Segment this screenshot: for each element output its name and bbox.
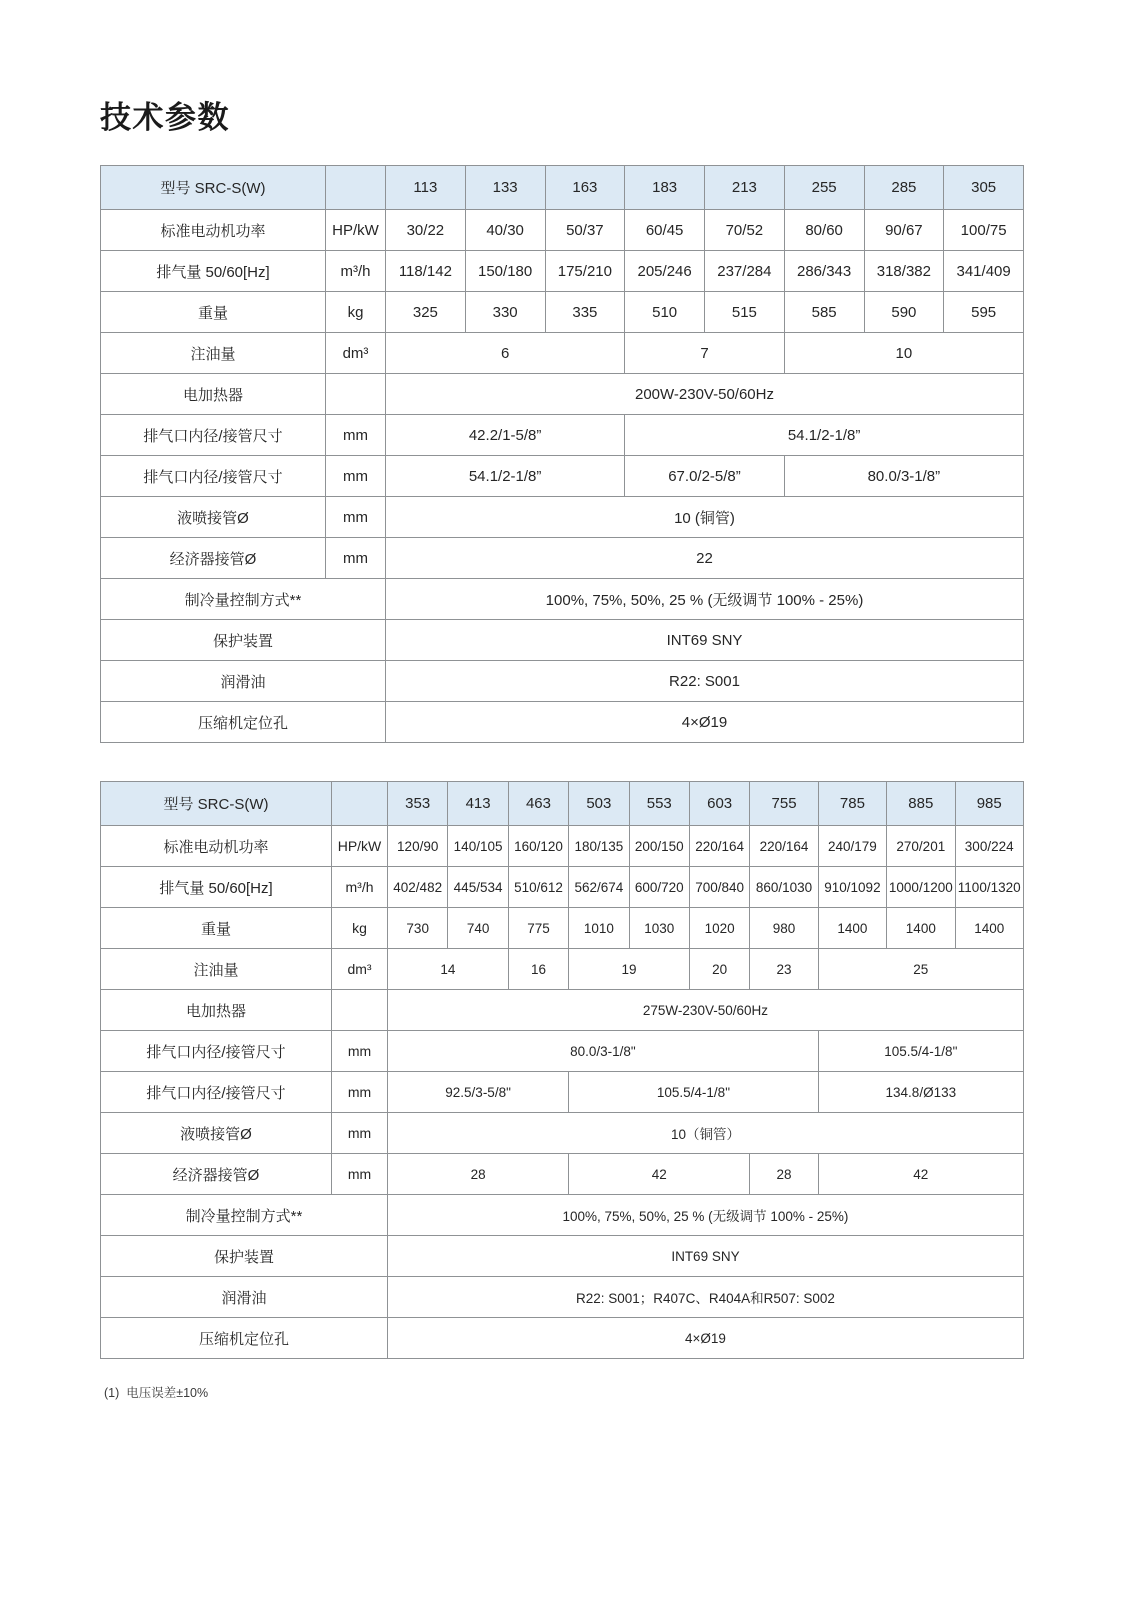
model-header-row xyxy=(101,166,1024,210)
row-label: 排气口内径/接管尺寸 xyxy=(101,415,326,456)
value-cell: 10 (铜管) xyxy=(386,497,1024,538)
table-row xyxy=(101,415,1024,456)
table-row xyxy=(101,579,1024,620)
value-cell: 775 xyxy=(508,908,568,949)
value-cell: 42.2/1-5/8” xyxy=(386,415,625,456)
model-header-unit xyxy=(332,782,388,826)
value-cell: 6 xyxy=(386,333,625,374)
value-cell: 100%, 75%, 50%, 25 % (无级调节 100% - 25%) xyxy=(386,579,1024,620)
table-row xyxy=(101,908,1024,949)
value-cell: 237/284 xyxy=(705,251,785,292)
value-cell: 105.5/4-1/8" xyxy=(569,1072,819,1113)
model-header-cell: 755 xyxy=(750,782,818,826)
spec-table-1-body xyxy=(101,166,1024,743)
value-cell: 1010 xyxy=(569,908,629,949)
value-cell: 10（铜管） xyxy=(388,1113,1024,1154)
row-label: 注油量 xyxy=(101,333,326,374)
value-cell: 445/534 xyxy=(448,867,508,908)
value-cell: 100%, 75%, 50%, 25 % (无级调节 100% - 25%) xyxy=(388,1195,1024,1236)
value-cell: 1000/1200 xyxy=(887,867,955,908)
value-cell: 23 xyxy=(750,949,818,990)
value-cell: 140/105 xyxy=(448,826,508,867)
value-cell: 910/1092 xyxy=(818,867,886,908)
row-label: 排气量 50/60[Hz] xyxy=(101,867,332,908)
value-cell: 341/409 xyxy=(944,251,1024,292)
value-cell: 585 xyxy=(784,292,864,333)
value-cell: 28 xyxy=(750,1154,818,1195)
table-row xyxy=(101,251,1024,292)
value-cell: 30/22 xyxy=(386,210,466,251)
row-label: 重量 xyxy=(101,908,332,949)
value-cell: 20 xyxy=(689,949,749,990)
value-cell: 402/482 xyxy=(388,867,448,908)
row-unit: mm xyxy=(326,538,386,579)
table-row xyxy=(101,1236,1024,1277)
row-unit: HP/kW xyxy=(326,210,386,251)
value-cell: 1100/1320 xyxy=(955,867,1023,908)
row-label: 标准电动机功率 xyxy=(101,210,326,251)
row-label: 排气口内径/接管尺寸 xyxy=(101,1072,332,1113)
value-cell: 19 xyxy=(569,949,690,990)
model-header-cell: 985 xyxy=(955,782,1023,826)
table-row xyxy=(101,292,1024,333)
model-header-cell: 163 xyxy=(545,166,625,210)
value-cell: 275W-230V-50/60Hz xyxy=(388,990,1024,1031)
value-cell: 54.1/2-1/8” xyxy=(625,415,1024,456)
table-row xyxy=(101,661,1024,702)
row-unit: m³/h xyxy=(332,867,388,908)
row-unit: mm xyxy=(332,1113,388,1154)
table-row xyxy=(101,497,1024,538)
row-label: 排气口内径/接管尺寸 xyxy=(101,456,326,497)
value-cell: 730 xyxy=(388,908,448,949)
row-unit: mm xyxy=(332,1154,388,1195)
row-unit: HP/kW xyxy=(332,826,388,867)
value-cell: 80/60 xyxy=(784,210,864,251)
row-unit: kg xyxy=(332,908,388,949)
page-title: 技术参数 xyxy=(100,100,230,135)
model-header-cell: 285 xyxy=(864,166,944,210)
value-cell: 562/674 xyxy=(569,867,629,908)
value-cell: 105.5/4-1/8" xyxy=(818,1031,1023,1072)
row-unit: dm³ xyxy=(332,949,388,990)
model-header-cell: 133 xyxy=(465,166,545,210)
row-label: 注油量 xyxy=(101,949,332,990)
model-header-cell: 553 xyxy=(629,782,689,826)
spec-table-2-body xyxy=(101,782,1024,1359)
value-cell: 70/52 xyxy=(705,210,785,251)
value-cell: 54.1/2-1/8” xyxy=(386,456,625,497)
value-cell: 4×Ø19 xyxy=(388,1318,1024,1359)
model-header-label: 型号 SRC-S(W) xyxy=(101,166,326,210)
spec-table-2 xyxy=(100,781,1024,1359)
value-cell: 220/164 xyxy=(689,826,749,867)
value-cell: 286/343 xyxy=(784,251,864,292)
row-label: 制冷量控制方式** xyxy=(101,1195,388,1236)
row-unit xyxy=(326,374,386,415)
table-row xyxy=(101,867,1024,908)
row-unit xyxy=(332,990,388,1031)
value-cell: 510 xyxy=(625,292,705,333)
value-cell: 40/30 xyxy=(465,210,545,251)
row-label: 液喷接管Ø xyxy=(101,497,326,538)
table-row xyxy=(101,1031,1024,1072)
row-label: 保护装置 xyxy=(101,620,386,661)
value-cell: 590 xyxy=(864,292,944,333)
value-cell: INT69 SNY xyxy=(386,620,1024,661)
value-cell: 330 xyxy=(465,292,545,333)
value-cell: 100/75 xyxy=(944,210,1024,251)
row-label: 经济器接管Ø xyxy=(101,538,326,579)
value-cell: 1400 xyxy=(818,908,886,949)
value-cell: 1400 xyxy=(887,908,955,949)
model-header-cell: 785 xyxy=(818,782,886,826)
table-row xyxy=(101,456,1024,497)
value-cell: 42 xyxy=(818,1154,1023,1195)
value-cell: 300/224 xyxy=(955,826,1023,867)
value-cell: 22 xyxy=(386,538,1024,579)
value-cell: 595 xyxy=(944,292,1024,333)
row-unit: mm xyxy=(332,1072,388,1113)
table-row xyxy=(101,538,1024,579)
value-cell: 240/179 xyxy=(818,826,886,867)
table-row xyxy=(101,1318,1024,1359)
value-cell: INT69 SNY xyxy=(388,1236,1024,1277)
row-label: 制冷量控制方式** xyxy=(101,579,386,620)
value-cell: 80.0/3-1/8" xyxy=(388,1031,819,1072)
spec-table-1 xyxy=(100,165,1024,743)
model-header-cell: 113 xyxy=(386,166,466,210)
value-cell: 270/201 xyxy=(887,826,955,867)
value-cell: 980 xyxy=(750,908,818,949)
row-label: 重量 xyxy=(101,292,326,333)
row-label: 润滑油 xyxy=(101,1277,388,1318)
row-label: 经济器接管Ø xyxy=(101,1154,332,1195)
table-row xyxy=(101,990,1024,1031)
value-cell: 92.5/3-5/8" xyxy=(388,1072,569,1113)
value-cell: 28 xyxy=(388,1154,569,1195)
row-unit: mm xyxy=(326,497,386,538)
model-header-cell: 885 xyxy=(887,782,955,826)
value-cell: 60/45 xyxy=(625,210,705,251)
model-header-row xyxy=(101,782,1024,826)
row-label: 压缩机定位孔 xyxy=(101,702,386,743)
value-cell: 80.0/3-1/8” xyxy=(784,456,1023,497)
row-label: 液喷接管Ø xyxy=(101,1113,332,1154)
value-cell: 600/720 xyxy=(629,867,689,908)
model-header-cell: 213 xyxy=(705,166,785,210)
table-row xyxy=(101,620,1024,661)
value-cell: 325 xyxy=(386,292,466,333)
model-header-cell: 255 xyxy=(784,166,864,210)
value-cell: 860/1030 xyxy=(750,867,818,908)
value-cell: 14 xyxy=(388,949,509,990)
row-label: 排气口内径/接管尺寸 xyxy=(101,1031,332,1072)
value-cell: 7 xyxy=(625,333,785,374)
table-row xyxy=(101,333,1024,374)
model-header-cell: 305 xyxy=(944,166,1024,210)
value-cell: 50/37 xyxy=(545,210,625,251)
value-cell: 180/135 xyxy=(569,826,629,867)
value-cell: 10 xyxy=(784,333,1023,374)
value-cell: 4×Ø19 xyxy=(386,702,1024,743)
value-cell: 510/612 xyxy=(508,867,568,908)
value-cell: 200W-230V-50/60Hz xyxy=(386,374,1024,415)
table-row xyxy=(101,1072,1024,1113)
row-label: 电加热器 xyxy=(101,374,326,415)
table-row xyxy=(101,1113,1024,1154)
row-unit: m³/h xyxy=(326,251,386,292)
table-gap xyxy=(100,743,1023,781)
table-row xyxy=(101,826,1024,867)
table-row xyxy=(101,949,1024,990)
model-header-cell: 353 xyxy=(388,782,448,826)
table-row xyxy=(101,210,1024,251)
row-label: 排气量 50/60[Hz] xyxy=(101,251,326,292)
value-cell: R22: S001；R407C、R404A和R507: S002 xyxy=(388,1277,1024,1318)
table-row xyxy=(101,1154,1024,1195)
row-unit: mm xyxy=(326,456,386,497)
model-header-unit xyxy=(326,166,386,210)
value-cell: 700/840 xyxy=(689,867,749,908)
value-cell: 335 xyxy=(545,292,625,333)
value-cell: 515 xyxy=(705,292,785,333)
value-cell: 118/142 xyxy=(386,251,466,292)
value-cell: 16 xyxy=(508,949,568,990)
value-cell: 1400 xyxy=(955,908,1023,949)
model-header-cell: 503 xyxy=(569,782,629,826)
value-cell: 205/246 xyxy=(625,251,705,292)
value-cell: 740 xyxy=(448,908,508,949)
row-unit: dm³ xyxy=(326,333,386,374)
row-unit: kg xyxy=(326,292,386,333)
model-header-label: 型号 SRC-S(W) xyxy=(101,782,332,826)
row-label: 压缩机定位孔 xyxy=(101,1318,388,1359)
value-cell: 318/382 xyxy=(864,251,944,292)
value-cell: 67.0/2-5/8” xyxy=(625,456,785,497)
model-header-cell: 463 xyxy=(508,782,568,826)
table-row xyxy=(101,374,1024,415)
value-cell: 42 xyxy=(569,1154,750,1195)
row-label: 保护装置 xyxy=(101,1236,388,1277)
row-label: 电加热器 xyxy=(101,990,332,1031)
row-label: 润滑油 xyxy=(101,661,386,702)
model-header-cell: 603 xyxy=(689,782,749,826)
value-cell: R22: S001 xyxy=(386,661,1024,702)
table-row xyxy=(101,1195,1024,1236)
row-unit: mm xyxy=(332,1031,388,1072)
table-row xyxy=(101,1277,1024,1318)
row-label: 标准电动机功率 xyxy=(101,826,332,867)
value-cell: 220/164 xyxy=(750,826,818,867)
row-unit: mm xyxy=(326,415,386,456)
value-cell: 120/90 xyxy=(388,826,448,867)
value-cell: 150/180 xyxy=(465,251,545,292)
value-cell: 1020 xyxy=(689,908,749,949)
value-cell: 25 xyxy=(818,949,1023,990)
value-cell: 90/67 xyxy=(864,210,944,251)
value-cell: 175/210 xyxy=(545,251,625,292)
model-header-cell: 413 xyxy=(448,782,508,826)
table-row xyxy=(101,702,1024,743)
value-cell: 200/150 xyxy=(629,826,689,867)
content-area xyxy=(100,92,1023,1401)
value-cell: 160/120 xyxy=(508,826,568,867)
value-cell: 1030 xyxy=(629,908,689,949)
footnote: (1) 电压误差±10% xyxy=(104,1386,209,1400)
model-header-cell: 183 xyxy=(625,166,705,210)
value-cell: 134.8/Ø133 xyxy=(818,1072,1023,1113)
